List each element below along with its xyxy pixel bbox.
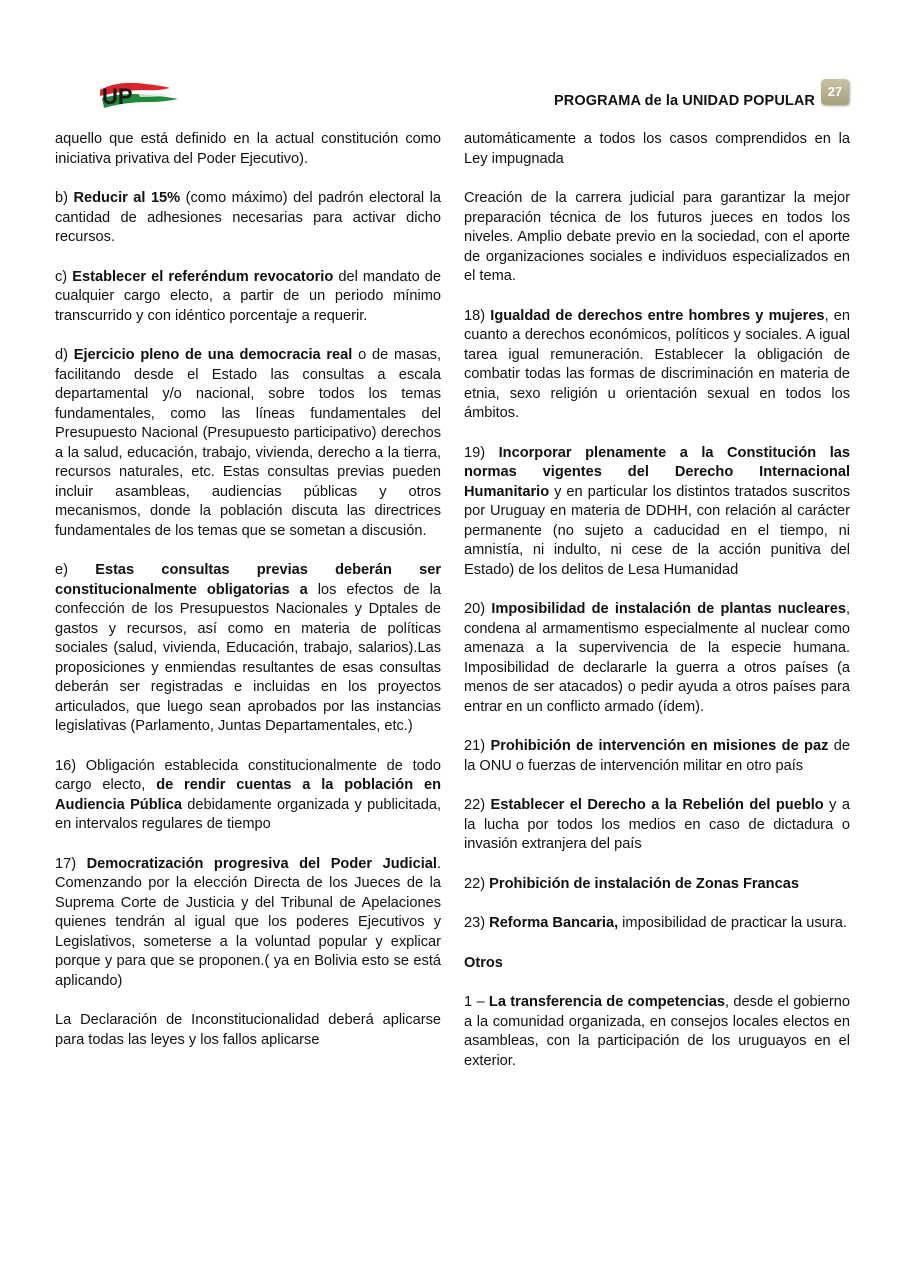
right-column — [464, 130, 850, 1091]
paragraph: c) Establecer el referéndum revocatorio del mandato de cualquier cargo electo, a partir de un periodo mínimo transcurrido y con idéntico porcentaje a requerir. — [55, 268, 442, 324]
paragraph: 16) Obligación establecida constitucionalmente de todo cargo electo, de rendir cuentas a la población en Audiencia Pública debidamente organizada y publicitada, en intervalos regulares de tiempo — [55, 757, 442, 832]
paragraph: e) Estas consultas previas deberán ser constitucionalmente obligatorias a los efectos de la confección de los Presupuestos Nacionales y Dptales de gastos y recursos, así como en materia de políticas sociales (salud, vivienda, Educación, trabajo, salarios).Las proposiciones y enmiendas resultantes de esas consultas deberán ser registradas e incluidas en los proyectos articulados, que luego sean aprobados por las instancias legislativas (Parlamento, Juntas Departamentales, etc.) — [55, 562, 442, 734]
paragraph: 22) Prohibición de instalación de Zonas Francas — [464, 875, 799, 892]
page-number-badge: 27 — [821, 79, 849, 105]
paragraph: 20) Imposibilidad de instalación de plantas nucleares, condena al armamentismo especialmente al nuclear como amenaza a la supervivencia de la especie humana. Imposibilidad de declararle la guerra a otros países (a menos de ser atacados) o pedir ayuda a otros países para entrar en un conflicto armado (ídem). — [464, 601, 851, 715]
paragraph: aquello que está definido en la actual constitución como iniciativa privativa del Poder Ejecutivo). — [55, 131, 441, 167]
paragraph: Creación de la carrera judicial para garantizar la mejor preparación técnica de los futuros jueces en todos los niveles. Amplio debate previo en la sociedad, con el aporte de organizaciones sociales e individuos especializados en el tema. — [464, 190, 850, 284]
header-title: PROGRAMA de la UNIDAD POPULAR — [554, 93, 815, 109]
paragraph: 22) Establecer el Derecho a la Rebelión del pueblo y a la lucha por todos los medios en caso de dictadura o invasión extranjera del país — [464, 797, 850, 852]
paragraph: 1 – La transferencia de competencias, desde el gobierno a la comunidad organizada, en consejos locales electos en asambleas, con la participación de los uruguayos en el exterior. — [464, 994, 851, 1069]
paragraph: La Declaración de Inconstitucionalidad deberá aplicarse para todas las leyes y los fallos aplicarse — [55, 1012, 441, 1048]
paragraph: d) Ejercicio pleno de una democracia real o de masas, facilitando desde el Estado las consultas a escala departamental y/o nacional, sobre todos los temas fundamentales, como las líneas fundamentales del Presupuesto Nacional (Presupuesto participativo) derechos a la salud, educación, trabajo, vivienda, derecho a la tierra, recursos naturales, etc. Estas consultas previas pueden incluir asambleas, audiencias públicas y otros mecanismos, donde la población discuta las directrices fundamentales de los temas que se sometan a discusión. — [55, 347, 441, 539]
paragraph: 23) Reforma Bancaria, imposibilidad de practicar la usura. — [464, 915, 847, 931]
logo-text: UP — [102, 84, 133, 109]
up-logo — [98, 78, 180, 112]
paragraph: 18) Igualdad de derechos entre hombres y mujeres, en cuanto a derechos económicos, políticos y sociales. A igual tarea igual remuneración. Establecer la obligación de combatir todas las formas de discriminación en materia de etnia, sexo religión u orientación sexual en todos los ámbitos. — [464, 307, 851, 421]
paragraph: 21) Prohibición de intervención en misiones de paz de la ONU o fuerzas de intervención militar en otro país — [464, 738, 850, 774]
paragraph: automáticamente a todos los casos comprendidos en la Ley impugnada — [464, 131, 850, 167]
paragraph: b) Reducir al 15% (como máximo) del padrón electoral la cantidad de adhesiones necesarias para activar dicho recursos. — [55, 190, 441, 245]
paragraph: 17) Democratización progresiva del Poder Judicial. Comenzando por la elección Directa de los Jueces de la Suprema Corte de Justicia y del Tribunal de Apelaciones quienes tendrán al igual que los poderes Ejecutivos y Legislativos, someterse a la voluntad popular y explicar porque y para que se proponen.( ya en Bolivia esto se está aplicando) — [55, 855, 441, 989]
section-heading: Otros — [464, 954, 503, 971]
left-column — [55, 130, 441, 1070]
paragraph: 19) Incorporar plenamente a la Constitución las normas vigentes del Derecho Internacional Humanitario y en particular los distintos tratados suscritos por Uruguay en materia de DDHH, con relación al carácter permanente (no sujeto a caducidad en el tiempo, ni amnistía, ni indulto, ni cese de la acción punitiva del Estado) de los delitos de Lesa Humanidad — [464, 444, 850, 578]
